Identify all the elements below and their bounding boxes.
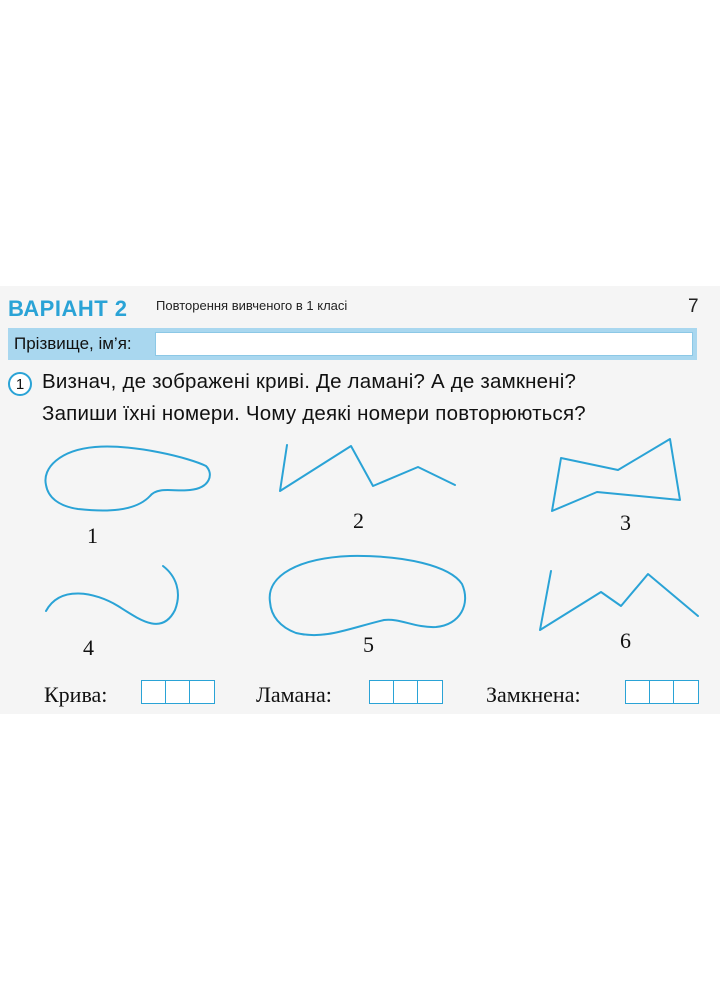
task-text-line-1: Визнач, де зображені криві. Де ламані? А де замкнені?: [42, 370, 577, 393]
figure-3-closed-polyline: [552, 439, 680, 511]
figures-area: [0, 430, 720, 670]
figure-2-polyline: [280, 445, 455, 491]
answer-cell[interactable]: [674, 681, 698, 703]
figure-6-label: 6: [620, 628, 631, 653]
figure-4-label: 4: [83, 635, 94, 660]
curve-answer-label: Крива:: [44, 682, 108, 707]
figure-1-label: 1: [87, 523, 98, 548]
curve-answer-boxes[interactable]: [141, 680, 215, 704]
figure-5-label: 5: [363, 632, 374, 657]
answer-cell[interactable]: [142, 681, 166, 703]
polyline-answer-label: Ламана:: [256, 682, 332, 707]
figure-5-closed-curve: [270, 556, 465, 635]
answer-cell[interactable]: [650, 681, 674, 703]
figure-6-polyline: [540, 571, 698, 630]
polyline-answer-boxes[interactable]: [369, 680, 443, 704]
answer-cell[interactable]: [394, 681, 418, 703]
answer-cell[interactable]: [190, 681, 214, 703]
closed-answer-label: Замкнена:: [486, 682, 581, 707]
figure-4-curve: [46, 566, 178, 624]
answer-cell[interactable]: [166, 681, 190, 703]
topic-title: Повторення вивченого в 1 класі: [156, 298, 348, 313]
page-number: 7: [688, 296, 699, 317]
answer-cell[interactable]: [418, 681, 442, 703]
figure-3-label: 3: [620, 510, 631, 535]
task-number-badge: 1: [8, 372, 32, 396]
answer-cell[interactable]: [626, 681, 650, 703]
figure-1-closed-curve: [45, 447, 209, 511]
name-label: Прізвище, ім’я:: [14, 334, 132, 353]
closed-answer-boxes[interactable]: [625, 680, 699, 704]
figure-2-label: 2: [353, 508, 364, 533]
variant-title: ВАРІАНТ 2: [8, 296, 128, 321]
answer-cell[interactable]: [370, 681, 394, 703]
task-text-line-2: Запиши їхні номери. Чому деякі номери повторюються?: [42, 402, 586, 425]
name-input[interactable]: [155, 332, 693, 356]
